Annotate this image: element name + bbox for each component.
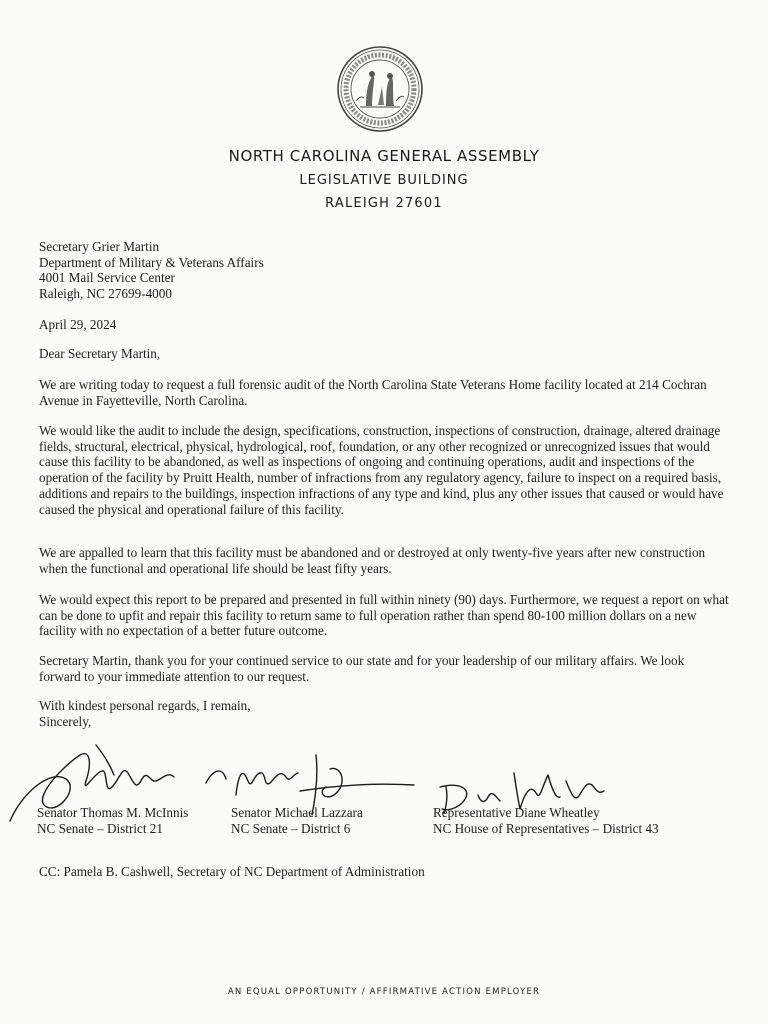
closing-regards: With kindest personal regards, I remain,: [39, 698, 251, 713]
carbon-copy-line: CC: Pamela B. Cashwell, Secretary of NC Department of Administration: [39, 864, 425, 879]
closing-sincerely: Sincerely,: [39, 713, 92, 729]
recipient-name: Secretary Grier Martin: [39, 239, 160, 254]
body-paragraph-2: We would like the audit to include the design, specifications, construction, inspections of construction, drainage, altered drainage fields, structural, electrical, physical, hydrological, roof, foundation, or any other recognized or unrecognized issues that would cause this facility to be abandoned, as well as inspections of ongoing and continuing operations, audit and inspections of the operation of the facility by Pruitt Health, number of infractions from any regulatory agency, failure to inspect on a required basis, additions and repairs to the buildings, inspection infractions of any type and kind, plus any other issues that caused or would have caused the physical and operational failure of this facility.: [39, 423, 724, 517]
salutation: Dear Secretary Martin,: [39, 346, 161, 361]
signer-office: NC House of Representatives – District 43: [433, 820, 659, 836]
signer-office: NC Senate – District 21: [37, 820, 163, 836]
body-paragraph-5: Secretary Martin, thank you for your continued service to our state and for your leadership of our military affairs. We look forward to your immediate attention to our request.: [39, 653, 685, 684]
letterhead-title: NORTH CAROLINA GENERAL ASSEMBLY: [228, 147, 540, 165]
body-paragraph-3: We are appalled to learn that this facility must be abandoned and or destroyed at only twenty-five years after new construction when the functional and operational life should be least fifty years.: [39, 545, 706, 576]
signer-mcinnis: [37, 805, 188, 836]
signer-wheatley: [433, 805, 659, 836]
letterhead-city: RALEIGH 27601: [325, 196, 443, 211]
state-seal-icon: [336, 45, 424, 133]
signer-lazzara: [231, 805, 363, 836]
body-paragraph-1: We are writing today to request a full forensic audit of the North Carolina State Veterans Home facility located at 214 Cochran Avenue in Fayetteville, North Carolina.: [39, 377, 707, 408]
signer-office: NC Senate – District 6: [231, 820, 351, 836]
recipient-street: 4001 Mail Service Center: [39, 270, 175, 286]
recipient-address: [39, 239, 729, 302]
body-paragraph-4: We would expect this report to be prepared and presented in full within ninety (90) days. Furthermore, we request a report on what can be done to upfit and repair this facility to return same to full operation rather than spend 80-100 million dollars on a new facility with no expectation of a better future outcome.: [39, 592, 729, 639]
signer-name: Representative Diane Wheatley: [433, 805, 600, 820]
recipient-department: Department of Military & Veterans Affairs: [39, 254, 264, 270]
letter-date: April 29, 2024: [39, 317, 117, 332]
footer-eeo-statement: AN EQUAL OPPORTUNITY / AFFIRMATIVE ACTION EMPLOYER: [227, 987, 541, 997]
signer-name: Senator Thomas M. McInnis: [37, 805, 189, 820]
signer-name: Senator Michael Lazzara: [231, 805, 363, 820]
recipient-city: Raleigh, NC 27699-4000: [39, 286, 172, 302]
letterhead-building: LEGISLATIVE BUILDING: [299, 173, 469, 188]
